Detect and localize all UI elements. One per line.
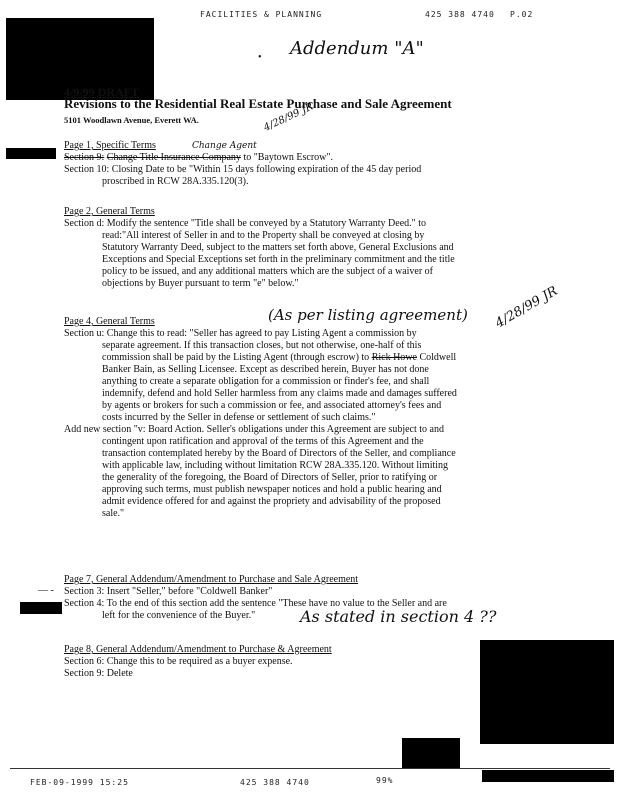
page8-heading: Page 8, General Addendum/Amendment to Purchase & Agreement: [64, 644, 332, 655]
page4-line: admit evidence offered for and against the propriety and advisability of the proposed: [102, 496, 441, 507]
page2-line: read:"All interest of Seller in and to the Property shall be conveyed at closing by: [102, 230, 425, 241]
page2-line: policy to be issued, and any additional matters which are the subject of a waiver of: [102, 266, 434, 277]
document-title: Revisions to the Residential Real Estate Purchase and Sale Agreement: [64, 96, 452, 111]
redaction-block: [402, 738, 460, 768]
fax-header-dept: FACILITIES & PLANNING: [200, 10, 323, 19]
fax-header-page: P.02: [510, 10, 534, 19]
handwritten-as-per: (As per listing agreement): [268, 306, 468, 324]
page4-line: commission shall be paid by the Listing Agent (through escrow) to Rick Howe Coldwell: [102, 352, 457, 363]
handwritten-initials-right: 4/28/99 JR: [492, 283, 561, 332]
page2-line: Exceptions and Special Exceptions set forth in the preliminary commitment and the title: [102, 254, 455, 265]
page7-heading: Page 7, General Addendum/Amendment to Purchase and Sale Agreement: [64, 574, 359, 585]
fax-footer-phone: 425 388 4740: [240, 778, 310, 787]
page4-line: separate agreement. If this transaction closes, but not otherwise, one-half of this: [102, 340, 422, 351]
page1-heading: Page 1, Specific Terms: [64, 140, 156, 151]
page2-heading: Page 2, General Terms: [64, 206, 155, 217]
handwritten-addendum: Addendum "A": [290, 38, 424, 59]
fax-footer-page: 99%: [376, 776, 394, 785]
page1-line: Section 9: Change Title Insurance Company to "Baytown Escrow".: [64, 152, 333, 163]
page1-line: proscribed in RCW 28A.335.120(3).: [102, 176, 249, 187]
page4-line: sale.": [102, 508, 125, 519]
page4-line: Section u: Change this to read: "Seller has agreed to pay Listing Agent a commission by: [64, 328, 417, 339]
page4-line: costs incurred by the Seller in defense or settlement of such claims.": [102, 412, 376, 423]
page4-line: contingent upon ratification and approval of the terms of this Agreement and the: [102, 436, 424, 447]
redaction-block: [480, 640, 614, 744]
page4-line: by agents or brokers for such a commission or fee, and associated attorney's fees and: [102, 400, 442, 411]
footer-rule: [10, 768, 610, 769]
page4-line: Banker Bain, as Selling Licensee. Except as described herein, Buyer has not done: [102, 364, 429, 375]
page8-line: Section 6: Change this to be required as a buyer expense.: [64, 656, 293, 667]
redaction-block: [20, 602, 62, 614]
page7-line: left for the convenience of the Buyer.": [102, 610, 256, 621]
handwritten-change-agent: Change Agent: [192, 141, 257, 151]
page4-line: indemnify, defend and hold Seller harmless from any claims made and damages suffered: [102, 388, 457, 399]
fax-header-phone: 425 388 4740: [425, 10, 495, 19]
page8-line: Section 9: Delete: [64, 668, 133, 679]
handwritten-dash: — -: [38, 585, 54, 596]
page4-line: the generality of the foregoing, the Board of Directors of Seller, prior to ratifying or: [102, 472, 438, 483]
handwritten-initials-top: 4/28/99 JR: [262, 101, 316, 134]
page2-line: objections by Buyer pursuant to term "e" below.": [102, 278, 299, 289]
page7-line: Section 3: Insert "Seller," before "Coldwell Banker": [64, 586, 273, 597]
page1-line: Section 10: Closing Date to be "Within 15 days following expiration of the 45 day period: [64, 164, 422, 175]
fax-footer-date: FEB-09-1999 15:25: [30, 778, 129, 787]
page4-line: with applicable law, including without limitation RCW 28A.335.120. Without limiting: [102, 460, 449, 471]
page4-line: anything to create a separate obligation for a commission or finder's fee, and shall: [102, 376, 430, 387]
page2-line: Statutory Warranty Deed, subject to the matters set forth above, General Exclusions and: [102, 242, 454, 253]
page4-line: transaction contemplated hereby by the Board of Directors of the Seller, and compliance: [102, 448, 456, 459]
page7-line: Section 4: To the end of this section add the sentence "These have no value to the Seller and are: [64, 598, 447, 609]
page4-line: approving such terms, must publish newspaper notices and hold a public hearing and: [102, 484, 442, 495]
property-address: 5101 Woodlawn Avenue, Everett WA.: [64, 115, 199, 125]
page4-heading: Page 4, General Terms: [64, 316, 155, 327]
draft-label: 4/9/99 DRAFT: [64, 85, 139, 99]
handwritten-mark: •: [258, 52, 262, 63]
redaction-block: [482, 770, 614, 782]
handwritten-as-stated: As stated in section 4 ??: [300, 607, 497, 626]
redaction-block: [6, 148, 56, 159]
page4-line: Add new section "v: Board Action. Seller's obligations under this Agreement are subject to and: [64, 424, 444, 435]
page2-line: Section d: Modify the sentence "Title shall be conveyed by a Statutory Warranty Deed." to: [64, 218, 427, 229]
